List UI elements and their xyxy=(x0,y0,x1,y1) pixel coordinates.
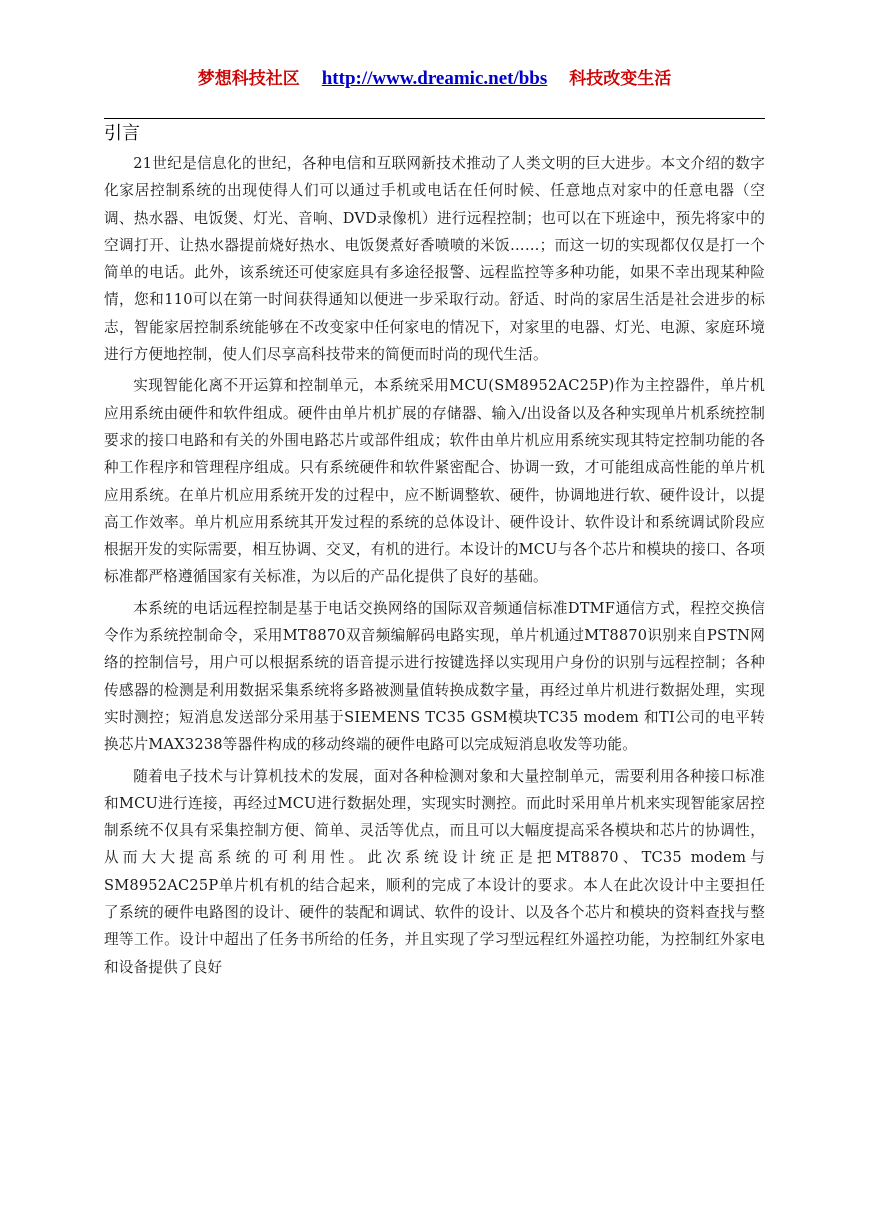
paragraph: 实现智能化离不开运算和控制单元，本系统采用MCU(SM8952AC25P)作为主控器件，单片机应用系统由硬件和软件组成。硬件由单片机扩展的存储器、输入/出设备以及各种实现单片机系统控制要求的接口电路和有关的外围电路芯片或部件组成；软件由单片机应用系统实现其特定控制功能的各种工作程序和管理程序组成。只有系统硬件和软件紧密配合、协调一致，才可能组成高性能的单片机应用系统。在单片机应用系统开发的过程中，应不断调整软、硬件，协调地进行软、硬件设计，以提高工作效率。单片机应用系统其开发过程的系统的总体设计、硬件设计、软件设计和系统调试阶段应根据开发的实际需要，相互协调、交叉，有机的进行。本设计的MCU与各个芯片和模块的接口、各项标准都严格遵循国家有关标准，为以后的产品化提供了良好的基础。 xyxy=(104,377,765,586)
paragraph: 本系统的电话远程控制是基于电话交换网络的国际双音频通信标准DTMF通信方式，程控交换信令作为系统控制命令，采用MT8870双音频编解码电路实现，单片机通过MT8870识别来自PSTN网络的控制信号，用户可以根据系统的语音提示进行按键选择以实现用户身份的识别与远程控制；各种传感器的检测是利用数据采集系统将多路被测量值转换成数字量，再经过单片机进行数据处理，实现实时测控；短消息发送部分采用基于SIEMENS TC35 GSM模块TC35 modem 和TI公司的电平转换芯片MAX3238等器件构成的移动终端的硬件电路可以完成短消息收发等功能。 xyxy=(104,599,765,754)
paragraph: 21世纪是信息化的世纪，各种电信和互联网新技术推动了人类文明的巨大进步。本文介绍的数字化家居控制系统的出现使得人们可以通过手机或电话在任何时候、任意地点对家中的任意电器（空调、热水器、电饭煲、灯光、音响、DVD录像机）进行远程控制；也可以在下班途中，预先将家中的空调打开、让热水器提前烧好热水、电饭煲煮好香喷喷的米饭……；而这一切的实现都仅仅是打一个简单的电话。此外，该系统还可使家庭具有多途径报警、远程监控等多种功能，如果不幸出现某种险情，您和110可以在第一时间获得通知以便进一步采取行动。舒适、时尚的家居生活是社会进步的标志，智能家居控制系统能够在不改变家中任何家电的情况下，对家里的电器、灯光、电源、家庭环境进行方便地控制，使人们尽享高科技带来的简便而时尚的现代生活。 xyxy=(104,155,765,364)
header-divider xyxy=(104,118,765,119)
site-slogan: 科技改变生活 xyxy=(569,69,672,89)
site-url-link[interactable]: http://www.dreamic.net/bbs xyxy=(321,68,548,89)
document-body xyxy=(104,150,765,985)
section-title: 引言 xyxy=(104,123,140,144)
site-name: 梦想科技社区 xyxy=(197,69,300,89)
paragraph: 随着电子技术与计算机技术的发展，面对各种检测对象和大量控制单元，需要利用各种接口标准和MCU进行连接，再经过MCU进行数据处理，实现实时测控。而此时采用单片机来实现智能家居控制系统不仅具有采集控制方便、简单、灵活等优点，而且可以大幅度提高采各模块和芯片的协调性，从而大大提高系统的可利用性。此次系统设计统正是把MT8870、TC35 modem与SM8952AC25P单片机有机的结合起来，顺利的完成了本设计的要求。本人在此次设计中主要担任了系统的硬件电路图的设计、硬件的装配和调试、软件的设计、以及各个芯片和模块的资料查找与整理等工作。设计中超出了任务书所给的任务，并且实现了学习型远程红外遥控功能，为控制红外家电和设备提供了良好 xyxy=(104,767,765,976)
page-header xyxy=(0,64,869,90)
